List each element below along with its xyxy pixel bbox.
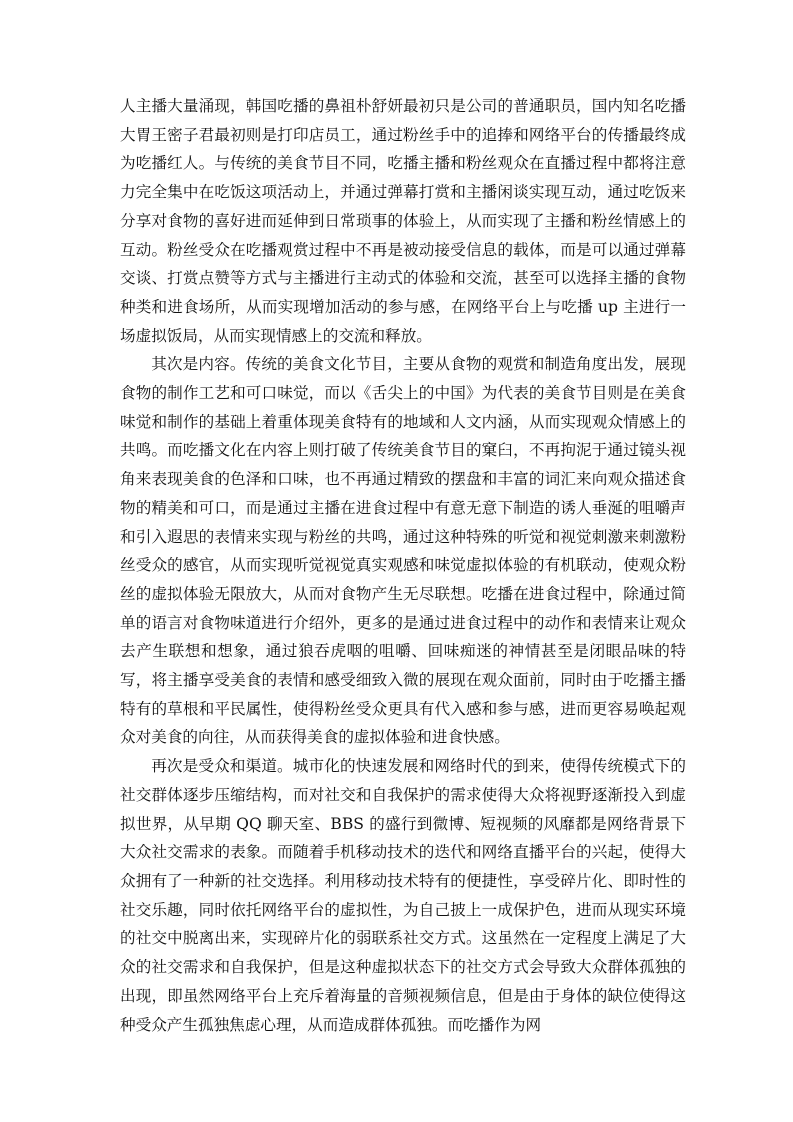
paragraph-1: 人主播大量涌现，韩国吃播的鼻祖朴舒妍最初只是公司的普通职员，国内知名吃播大胃王密子君最初则是打印店员工，通过粉丝手中的追捧和网络平台的传播最终成为吃播红人。与传统的美食节目不同，吃播主播和粉丝观众在直播过程中都将注意力完全集中在吃饭这项活动上，并通过弹幕打赏和主播闲谈实现互动，通过吃饭来分享对食物的喜好进而延伸到日常琐事的体验上，从而实现了主播和粉丝情感上的互动。粉丝受众在吃播观赏过程中不再是被动接受信息的载体，而是可以通过弹幕交谈、打赏点赞等方式与主播进行主动式的体验和交流，甚至可以选择主播的食物种类和进食场所，从而实现增加活动的参与感，在网络平台上与吃播 up 主进行一场虚拟饭局，从而实现情感上的交流和释放。 bbox=[120, 97, 686, 345]
body-text bbox=[120, 92, 686, 1039]
paragraph-2: 其次是内容。传统的美食文化节目，主要从食物的观赏和制造角度出发，展现食物的制作工艺和可口味觉，而以《舌尖上的中国》为代表的美食节目则是在美食味觉和制作的基础上着重体现美食特有的地域和人文内涵，从而实现观众情感上的共鸣。而吃播文化在内容上则打破了传统美食节目的窠臼，不再拘泥于通过镜头视角来表现美食的色泽和口味，也不再通过精致的摆盘和丰富的词汇来向观众描述食物的精美和可口，而是通过主播在进食过程中有意无意下制造的诱人垂涎的咀嚼声和引入遐思的表情来实现与粉丝的共鸣，通过这种特殊的听觉和视觉刺激来刺激粉丝受众的感官，从而实现听觉视觉真实观感和味觉虚拟体验的有机联动，使观众粉丝的虚拟体验无限放大，从而对食物产生无尽联想。吃播在进食过程中，除通过简单的语言对食物味道进行介绍外，更多的是通过进食过程中的动作和表情来让观众去产生联想和想象，通过狼吞虎咽的咀嚼、回味痴迷的神情甚至是闭眼品味的特写，将主播享受美食的表情和感受细致入微的展现在观众面前，同时由于吃播主播特有的草根和平民属性，使得粉丝受众更具有代入感和参与感，进而更容易唤起观众对美食的向往，从而获得美食的虚拟体验和进食快感。 bbox=[120, 355, 686, 747]
paragraph-3: 再次是受众和渠道。城市化的快速发展和网络时代的到来，使得传统模式下的社交群体逐步压缩结构，而对社交和自我保护的需求使得大众将视野逐渐投入到虚拟世界，从早期 QQ 聊天室、BBS 的盛行到微博、短视频的风靡都是网络背景下大众社交需求的表象。而随着手机移动技术的迭代和网络直播平台的兴起，使得大众拥有了一种新的社交选择。利用移动技术特有的便捷性，享受碎片化、即时性的社交乐趣，同时依托网络平台的虚拟性，为自己披上一成保护色，进而从现实环境的社交中脱离出来，实现碎片化的弱联系社交方式。这虽然在一定程度上满足了大众的社交需求和自我保护，但是这种虚拟状态下的社交方式会导致大众群体孤独的出现，即虽然网络平台上充斥着海量的音频视频信息，但是由于身体的缺位使得这种受众产生孤独焦虑心理，从而造成群体孤独。而吃播作为网 bbox=[120, 757, 686, 1034]
